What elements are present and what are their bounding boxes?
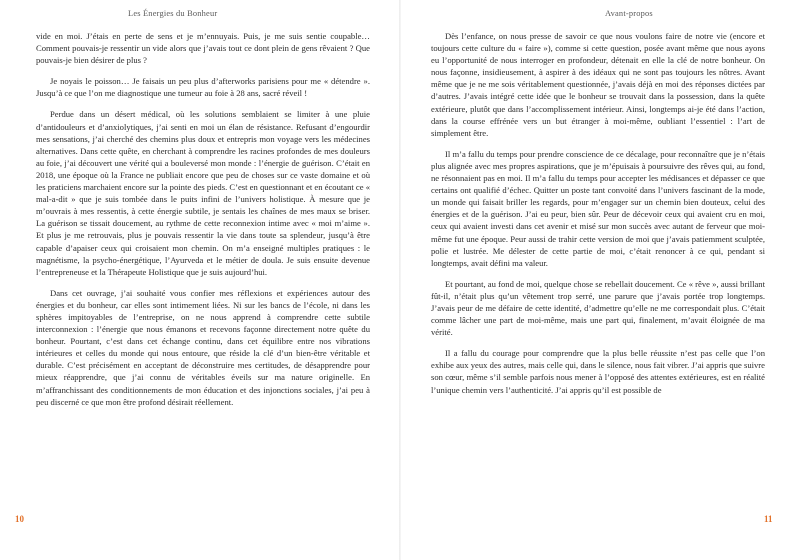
paragraph: Il m’a fallu du temps pour prendre conscience de ce décalage, pour reconnaître que je n’étais plus alignée avec mes propres aspirations, que je m’épuisais à poursuivre des rêves qui, au fond, ne résonnaient pas en moi. Il m’a fallu du temps pour accepter les médisances et dépasser ce que certains ont qualifié d’échec. Quitter un poste tant convoité dans l’univers fascinant de la mode, un monde qui faisait briller les regards, pour m’engager sur un chemin bien douteux, celui des énergies et de la guérison. J’ai eu peur, bien sûr. Peur de décevoir ceux qui avaient cru en moi, ceux qui avaient investi dans cet avenir et misé sur mon succès avec autant de ferveur que moi-même fut une époque. Peur aussi de trahir cette version de moi que j’avais patiemment sculptée, polie et lustrée. Me délester de cette partie de moi, c’était renoncer à ce qui, pendant si longtemps, avait défini ma valeur. bbox=[431, 148, 765, 268]
right-running-head: Avant-propos bbox=[605, 9, 653, 18]
paragraph: Je noyais le poisson… Je faisais un peu plus d’afterworks parisiens pour me « détendre ». Jusqu’à ce que l’on me diagnostique une tumeur au foie à 28 ans, sacré réveil ! bbox=[36, 76, 370, 99]
right-page-body bbox=[431, 30, 765, 405]
left-page-body bbox=[36, 30, 370, 417]
paragraph: Il a fallu du courage pour comprendre que la plus belle réussite n’est pas celle que l’on exhibe aux yeux des autres, mais celle qui, dans le silence, nous fait vibrer. J’ai appris que suivre son cœur, même s’il semble parfois nous mener à l’opposé des attentes extérieures, est en réalité l’unique chemin vers l’authenticité. J’ai appris qu’il est possible de bbox=[431, 348, 765, 395]
paragraph: Perdue dans un désert médical, où les solutions semblaient se limiter à une pluie d’antidouleurs et d’anxiolytiques, j’ai senti en moi un élan de résistance. Refusant d’engourdir mes sensations, j’ai cherché des chemins plus doux et entrepris mon voyage vers les médecines alternatives. Dans cette quête, en cherchant à comprendre les racines profondes de mes douleurs au foie, j’ai découvert une vérité qui a bouleversé mon monde : l’énergie de guérison. C’était en 2018, une époque où la France ne publiait encore que peu de choses sur ce vaste domaine et où les praticiens marchaient encore sur la pointe des pieds. C’est en questionnant et en écoutant ce « mal-a-dit » que je suis tombée dans le puits infini de l’univers holistique. À mesure que je m’ouvrais à mes ressentis, à cette énergie subtile, je sentais les chaînes de mes maux se briser. La guérison se tissait doucement, au rythme de cette reconnexion intime avec « moi m’aime ». Et plus je me retrouvais, plus je pouvais ressentir la vie dans toute sa splendeur, jusqu’à être capable d’apaiser ceux qui croisaient mon chemin. On m’a enseigné multiples pratiques : le magnétisme, la psycho-énergétique, l’Ayurveda et le métier de doula. Je suis ensuite devenue l’entrepreneuse et la Thérapeute Holistique que je suis aujourd’hui. bbox=[36, 109, 370, 277]
paragraph: Dès l’enfance, on nous presse de savoir ce que nous voulons faire de notre vie (encore et toujours cette culture du « faire »), comme si cette question, posée avant même que nous ayons eu l’opportunité de nous interroger en profondeur, détenait en elle la clé de notre bonheur. On nous façonne, insidieusement, à aspirer à des idéaux qui ne sont pas toujours les nôtres. Avant même que je ne me sois véritablement questionnée, j’avais déjà en moi des réponses dictées par d’autres. J’avais intégré cette idée que le bonheur se trouvait dans la possession, dans la quête extérieure, plutôt que dans l’accomplissement intérieur. Ainsi, longtemps ai-je été dans l’action, dans la course effrénée vers un but étranger à moi-même, oubliant l’essentiel : l’art de simplement être. bbox=[431, 31, 765, 138]
left-running-head: Les Énergies du Bonheur bbox=[128, 9, 218, 18]
right-page bbox=[400, 0, 800, 560]
right-page-number: 11 bbox=[764, 514, 773, 524]
paragraph: vide en moi. J’étais en perte de sens et je m’ennuyais. Puis, je me suis sentie coupable… Comment pouvais-je ressentir un vide alors que j’avais tout ce dont plein de gens rêvaient ? Que pouvais-je bien désirer de plus ? bbox=[36, 31, 370, 66]
left-page-number: 10 bbox=[15, 514, 24, 524]
paragraph: Dans cet ouvrage, j’ai souhaité vous confier mes réflexions et expériences autour des énergies et du bonheur, car elles sont intimement liées. Ni sur les bancs de l’école, ni dans les sphères impitoyables de l’entreprise, on ne nous apprend à comprendre cette subtile interconnexion : l’énergie que nous émanons et recevons façonne directement notre quête du bonheur. Pourtant, c’est dans cet échange continu, dans cet équilibre entre nos vibrations intérieures et celles du monde qui nous entoure, que réside la clé d’un bien-être véritable et durable. C’est précisément en acceptant de déconstruire mes certitudes, de désapprendre pour mieux réapprendre, que j’ai connu de véritables éveils sur ma nature originelle. En m’affranchissant des conditionnements de mon éducation et des injonctions sociales, j’ai peu à peu discerné ce que mon être profond désirait réellement. bbox=[36, 287, 370, 407]
paragraph: Et pourtant, au fond de moi, quelque chose se rebellait doucement. Ce « rêve », aussi brillant fût-il, n’était plus qu’un vêtement trop serré, une parure que j’avais portée trop longtemps. J’avais peur de me défaire de cette identité, d’admettre qu’elle ne me correspondait plus. C’était comme lâcher une part de moi-même, mais une part qui, finalement, m’avait éloignée de ma vérité. bbox=[431, 278, 765, 338]
